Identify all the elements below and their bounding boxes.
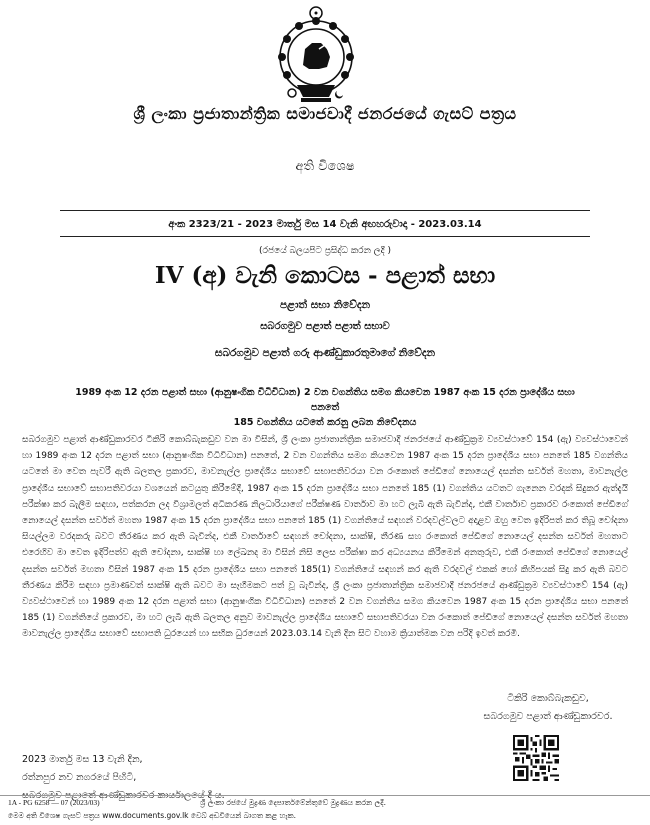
footer-rule xyxy=(0,795,650,796)
notice-subject xyxy=(70,385,580,430)
notice-subject-line1: 1989 අංක 12 දරන පළාත් සභා (ආනුෂංගික විධිවිධාන) 2 වන වගන්තිය සමග කියවෙන 1987 අංක 15 දරන ප්‍රාදේශීය සභා පනතේ xyxy=(75,387,575,413)
signatory-name: ටිකිරි කොබ්බැකඩුව, xyxy=(507,693,589,704)
issue-line: අංක 2323/21 - 2023 මාර්තු මස 14 වැනි අඟහරුවාදා - 2023.03.14 xyxy=(168,219,482,230)
website-line: මෙම අති විශෙෂ ගැසට් පත්‍රය www.documents.gov.lk වෙබ් අඩවියෙන් බාගත කළ හැක. xyxy=(8,811,297,820)
part-title: IV (අ) වැනි කොටස - පළාත් සභා xyxy=(154,262,496,289)
notice-date: 2023 මාර්තු මස 13 වැනි දින, xyxy=(22,754,143,765)
notice-subject-line2: 185 වගන්තිය යටතේ කරනු ලබන නිවේදනය xyxy=(233,417,417,428)
issue-top-rule xyxy=(60,210,590,211)
notice-body: සබරගමුව පළාත් ආණ්ඩුකාරවර ටිකිරි කොබ්බැකඩුව වන මා විසින්, ශ්‍රී ලංකා ප්‍රජාතාන්ත්‍රික සමාජවාදී ජනරජයේ ආණ්ඩුක්‍රම ව්‍යවස්ථාවේ 154 (ඇ) ව්‍යවස්ථාවෙන් හා 1989 අංක 12 දරන පළාත් සභා (ආනුෂංගික විධිවිධාන) පනතේ, 2 වන වගන්තිය සමග කියවෙන 1987 අංක 15 දරන ප්‍රාදේශීය සභා පනතේ 185 වගන්තිය යටතේ මා වෙත පැවරී ඇති බලතල ප්‍රකාරව, මාවනැල්ල ප්‍රාදේශීය සභාවේ සභාපතිවරයා වන රංකොත් පේඩිගේ නොයෙල් දසන්ත සර්වත් මහතා, මාවනැල්ල ප්‍රාදේශීය සභාවේ සභාපතිවරයා වශයෙන් කටයුතු කිරීමේදී, 1987 අංක 15 දරන ප්‍රාදේශීය සභා පනතේ 185 (1) වගන්තිය යටතට ගැනෙන වරදක් සිදුකර ඇත්දැයි පරීක්ෂා කර බැලීම සඳහා, පත්කරන ලද විශ්‍රාමලත් අධිකරණ නිලධාරියාගේ පරීක්ෂණ වාර්තාව මා හට ලැබී ඇති බැවින්ද, එකී වාර්තාව ප්‍රකාරව රංකොත් පේඩිගේ නොයෙල් දසන්ත සර්වත් මහතා 1987 අංක 15 දරන ප්‍රාදේශීය සභා පනතේ 185 (1) වගන්තියේ සඳහන් වරදවල්වලට අදාළව ඔහු වෙත ඉදිරිපත් කර තිබූ චෝදනා සියල්ලම වරදකරු බවට තීරණය කර ඇති බැවින්ද, එකී වාර්තාවේ සඳහන් චෝදනා, සාක්ෂි, තීරණ සහ රංකොත් පේඩිගේ නොයෙල් දසන්ත සර්වත් මහතාට එරෙහිව මා වෙත ඉදිරිපත්ව ඇති චෝදනා, සාක්ෂි හා ලේඛනද මා විසින් නිසි ලෙස පරීක්ෂා කර අධ්‍යයනය කිරීමෙන් අනතුරුව, එකී රංකොත් පේඩිගේ නොයෙල් දසන්ත සර්වත් මහතා විසින් 1987 අංක 15 දරන ප්‍රාදේශීය සභා පනතේ 185(1) වගන්තියේ සඳහන් කර ඇති වරදවල් එකක් හෝ කිහිපයක් සිදු කර ඇති බවට තීරණය කිරීම සඳහා ප්‍රමාණවත් සාක්ෂි ඇති බවට මා සෑහීමකට පත් වූ බැවින්ද, ශ්‍රී ලංකා ප්‍රජාතාන්ත්‍රික සමාජවාදී ජනරජයේ ආණ්ඩුක්‍රම ව්‍යවස්ථාවේ 154 (ඇ) ව්‍යවස්ථාවෙන් හා 1989 අංක 12 දරන පළාත් සභා (ආනුෂංගික විධිවිධාන) පනතේ 2 වන වගන්තිය සමග කියවෙන 1987 අංක 15 දරන ප්‍රාදේශීය සභා පනතේ 185 (1) වගන්තියේ ප්‍රකාරව, මා හට ලැබී ඇති බලතල අනුව මාවනැල්ල ප්‍රාදේශීය සභාවේ සභාපතිවරයා වන රංකොත් පේඩිගේ නොයෙල් දසන්ත සර්වත් මහතා මාවනැල්ල ප්‍රාදේශීය සභාවේ සභාපති ධුරයෙන් හා සභික ධුරයෙන් 2023.03.14 වැනි දින සිට වහාම ක්‍රියාත්මක වන පරිදි ඉවත් කරමි. xyxy=(22,435,628,640)
sri-lanka-national-emblem-icon xyxy=(275,5,357,105)
registered-note: (රජයේ බලයපිට ප්‍රසිද්ධ කරන ලදී ) xyxy=(259,246,391,256)
signatory-title: සබරගමුව පළාත් ආණ්ඩුකාරවර. xyxy=(483,711,613,722)
date-place-block xyxy=(22,751,322,805)
edition-label: අති විශෙෂ xyxy=(295,159,355,174)
pg-code: 1A - PG 6258 — 07 (2023/03) xyxy=(8,798,100,807)
issue-bottom-rule xyxy=(60,236,590,237)
council-heading: සබරගමුව පළාත් පළාත් සභාව xyxy=(260,321,390,332)
part-subtitle: පළාත් සභා නිවේදන xyxy=(279,299,371,311)
gazette-masthead: ශ්‍රී ලංකා ප්‍රජාතාන්ත්‍රික සමාජවාදී ජනරජයේ ගැසට් පත්‍රය xyxy=(133,104,517,123)
printed-by: ශ්‍රී ලංකා රජයේ මුද්‍රණ දෙපාර්තමේන්තුවේ මුද්‍රණය කරන ලදී. xyxy=(200,798,386,807)
signature-block xyxy=(468,690,628,726)
notice-place: රත්නපුර නව නගරයේ පිහිටි, xyxy=(22,772,137,783)
qr-code-icon xyxy=(513,735,559,781)
notice-office: සබරගමුව පළාතේ ආණ්ඩුකාරවර කාර්යාලයේ දී ය. xyxy=(22,790,225,801)
notice-title: සබරගමුව පළාත් ගරු ආණ්ඩුකාරතුමාගේ නිවේදන xyxy=(214,347,436,359)
